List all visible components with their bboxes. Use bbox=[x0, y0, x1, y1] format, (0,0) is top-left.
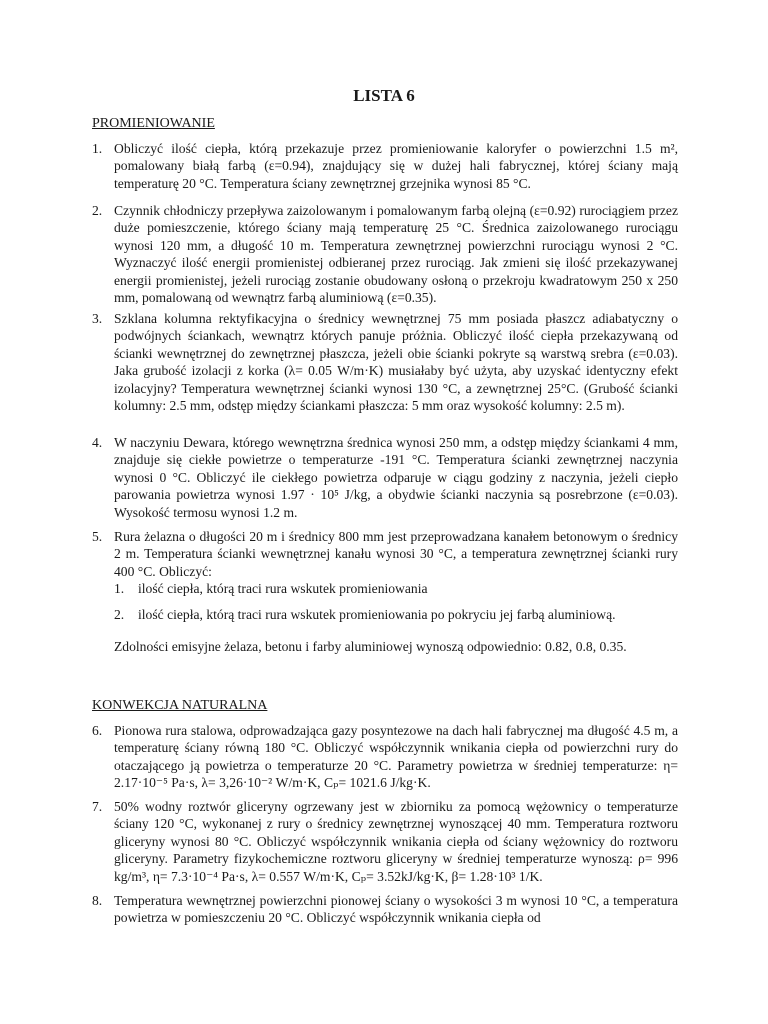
subitem-number: 2. bbox=[114, 607, 125, 622]
emissivity-note: Zdolności emisyjne żelaza, betonu i farby aluminiowej wynoszą odpowiednio: 0.82, 0.8, 0.35. bbox=[114, 639, 627, 654]
problem-number: 7. bbox=[92, 799, 103, 814]
problem-text: Obliczyć ilość ciepła, którą przekazuje przez promieniowanie kaloryfer o powierzchni 1.5 m², pomalowany białą farbą (ε=0.94), znajdujący się w dużej hali fabrycznej, której ściany mają temperaturę 20 °C. Temperatura ściany zewnętrznej grzejnika wynosi 85 °C. bbox=[114, 141, 678, 191]
problem-number: 2. bbox=[92, 203, 103, 218]
subitem-1 bbox=[114, 580, 674, 597]
problem-text: Szklana kolumna rektyfikacyjna o średnicy wewnętrznej 75 mm posiada płaszcz adiabatyczny o podwójnych ściankach, wewnątrz których panuje próżnia. Obliczyć ilość ciepła przekazywaną od ścianki wewnętrznej do zewnętrznej płaszcza, jeżeli obie ścianki pokryte są warstwą srebra (ε=0.03). Jaka grubość izolacji z korka (λ= 0.05 W/m·K) musiałaby być użyta, aby uzyskać identyczny efekt izolacyjny? Temperatura wewnętrznej ścianki wynosi 130 °C, a zewnętrznej 25°C. (Grubość ścianki kolumny: 2.5 mm, odstęp między ściankami płaszcza: 5 mm oraz wysokość kolumny: 2.5 m). bbox=[114, 311, 678, 414]
subitem-2 bbox=[114, 606, 674, 623]
problem-2 bbox=[92, 202, 678, 306]
problem-3 bbox=[92, 310, 678, 414]
problem-number: 8. bbox=[92, 893, 103, 908]
problem-6 bbox=[92, 722, 678, 792]
problem-text: Czynnik chłodniczy przepływa zaizolowanym i pomalowanym farbą olejną (ε=0.92) rurociągiem przez duże pomieszczenie, którego ściany mają temperaturę 25 °C. Średnica zaizolowanego rurociągu wynosi 120 mm, a długość 10 m. Temperatura zewnętrznej powierzchni rurociągu wynosi 2 °C. Wyznaczyć ilość energii promienistej odbieranej przez rurociąg. Jak zmieni się ilość przekazywanej energii promienistej, jeżeli rurociąg zostanie obudowany osłoną o przekroju kwadratowym 250 x 250 mm, pomalowaną od wewnątrz farbą aluminiową (ε=0.35). bbox=[114, 203, 678, 306]
problem-8 bbox=[92, 892, 678, 927]
problem-4 bbox=[92, 434, 678, 521]
section-heading-convection: KONWEKCJA NATURALNA bbox=[92, 698, 268, 713]
problem-7 bbox=[92, 798, 678, 885]
problem-1 bbox=[92, 140, 678, 192]
problem-text: Temperatura wewnętrznej powierzchni pionowej ściany o wysokości 3 m wynosi 10 °C, a temperatura powietrza w pomieszczeniu 20 °C. Obliczyć współczynnik wnikania ciepła od bbox=[114, 893, 678, 926]
subitem-number: 1. bbox=[114, 581, 125, 596]
problem-number: 3. bbox=[92, 311, 103, 326]
problem-number: 5. bbox=[92, 529, 103, 544]
problem-text: W naczyniu Dewara, którego wewnętrzna średnica wynosi 250 mm, a odstęp między ściankami 4 mm, znajduje się ciekłe powietrze o temperaturze -191 °C. Temperatura ścianki zewnętrznej naczynia wynosi 0 °C. Obliczyć ile ciekłego powietrza odparuje w ciągu godziny z naczynia, jeżeli ciepło parowania powietrza wynosi 1.97 · 10⁵ J/kg, a obydwie ścianki naczynia są posrebrzone (ε=0.03). Wysokość termosu wynosi 1.2 m. bbox=[114, 435, 678, 520]
problem-5 bbox=[92, 528, 678, 580]
problem-text: Pionowa rura stalowa, odprowadzająca gazy posyntezowe na dach hali fabrycznej ma długość 4.5 m, a temperaturę ściany równą 180 °C. Obliczyć współczynnik wnikania ciepła od powierzchni rury do otaczającego ją powietrza o temperaturze 20 °C. Parametry powietrza w średniej temperaturze: η= 2.17·10⁻⁵ Pa·s, λ= 3,26·10⁻² W/m·K, Cₚ= 1021.6 J/kg·K. bbox=[114, 723, 678, 791]
problem-number: 4. bbox=[92, 435, 103, 450]
problem-text: Rura żelazna o długości 20 m i średnicy 800 mm jest przeprowadzana kanałem betonowym o średnicy 2 m. Temperatura ścianki wewnętrznej kanału wynosi 30 °C, a temperatura zewnętrznej ścianki rury 400 °C. Obliczyć: bbox=[114, 529, 678, 579]
section-heading-radiation: PROMIENIOWANIE bbox=[92, 116, 215, 131]
subitem-text: ilość ciepła, którą traci rura wskutek promieniowania bbox=[138, 581, 428, 596]
page-title: LISTA 6 bbox=[353, 86, 415, 105]
problem-number: 1. bbox=[92, 141, 103, 156]
problem-number: 6. bbox=[92, 723, 103, 738]
problem-text: 50% wodny roztwór gliceryny ogrzewany jest w zbiorniku za pomocą wężownicy o temperaturze ściany 120 °C, wykonanej z rury o średnicy zewnętrznej wynoszącej 40 mm. Temperatura roztworu gliceryny wynosi 80 °C. Obliczyć współczynnik wnikania ciepła od ściany wężownicy do roztworu gliceryny. Parametry fizykochemiczne roztworu gliceryny w średniej temperaturze wynoszą: ρ= 996 kg/m³, η= 7.3·10⁻⁴ Pa·s, λ= 0.557 W/m·K, Cₚ= 3.52kJ/kg·K, β= 1.28·10³ 1/K. bbox=[114, 799, 678, 884]
subitem-text: ilość ciepła, którą traci rura wskutek promieniowania po pokryciu jej farbą aluminiową. bbox=[138, 607, 616, 622]
